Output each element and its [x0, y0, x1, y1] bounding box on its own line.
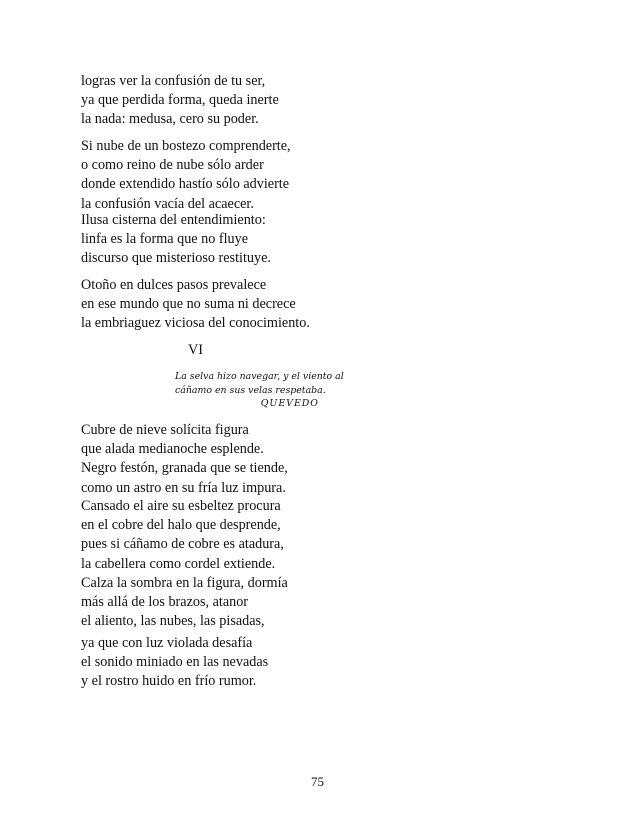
verse-line: ya que con luz violada desafía — [81, 635, 253, 651]
verse-line: Calza la sombra en la figura, dormía — [81, 575, 288, 591]
stanza-7 — [81, 574, 288, 632]
stanza-6 — [81, 497, 284, 574]
stanza-1 — [81, 72, 279, 130]
epigraph-line: La selva hizo navegar, y el viento al — [175, 371, 344, 382]
verse-line: Ilusa cisterna del entendimiento: — [81, 212, 266, 228]
section-heading: VI — [188, 342, 203, 358]
verse-line: el sonido miniado en las nevadas — [81, 654, 269, 671]
verse-line: linfa es la forma que no fluye — [81, 231, 249, 248]
stanza-5 — [81, 421, 288, 498]
verse-line: que alada medianoche esplende. — [81, 441, 264, 458]
verse-line: Cansado el aire su esbeltez procura — [81, 498, 281, 514]
verse-line: ya que perdida forma, queda inerte — [81, 92, 279, 109]
verse-line: Si nube de un bostezo comprenderte, — [81, 138, 291, 154]
epigraph-author: QUEVEDO — [260, 398, 319, 409]
verse-line: la nada: medusa, cero su poder. — [81, 111, 259, 128]
verse-line: donde extendido hastío sólo advierte — [81, 176, 290, 193]
verse-line: Negro festón, granada que se tiende, — [81, 460, 288, 477]
epigraph — [175, 370, 345, 411]
verse-line: Otoño en dulces pasos prevalece — [81, 277, 267, 293]
verse-line: la confusión vacía del acaecer. — [81, 195, 254, 212]
verse-line: discurso que misterioso restituye. — [81, 250, 271, 267]
epigraph-line: cáñamo en sus velas respetaba. — [175, 384, 326, 396]
stanza-3 — [81, 211, 271, 269]
verse-line: Cubre de nieve solícita figura — [81, 422, 249, 438]
page-number: 75 — [311, 774, 324, 789]
verse-line: en ese mundo que no suma ni decrece — [81, 296, 296, 313]
verse-line: la embriaguez viciosa del conocimiento. — [81, 315, 310, 332]
verse-line: en el cobre del halo que desprende, — [81, 517, 281, 534]
verse-line: o como reino de nube sólo arder — [81, 157, 264, 174]
verse-line: más allá de los brazos, atanor — [81, 594, 249, 611]
stanza-8 — [81, 634, 268, 692]
verse-line: como un astro en su fría luz impura. — [81, 479, 286, 496]
verse-line: logras ver la confusión de tu ser, — [81, 73, 266, 89]
verse-line: y el rostro huido en frío rumor. — [81, 673, 257, 690]
verse-line: pues si cáñamo de cobre es atadura, — [81, 536, 284, 553]
stanza-4 — [81, 276, 310, 334]
stanza-2 — [81, 137, 291, 214]
verse-line: la cabellera como cordel extiende. — [81, 555, 276, 572]
verse-line: el aliento, las nubes, las pisadas, — [81, 613, 265, 630]
